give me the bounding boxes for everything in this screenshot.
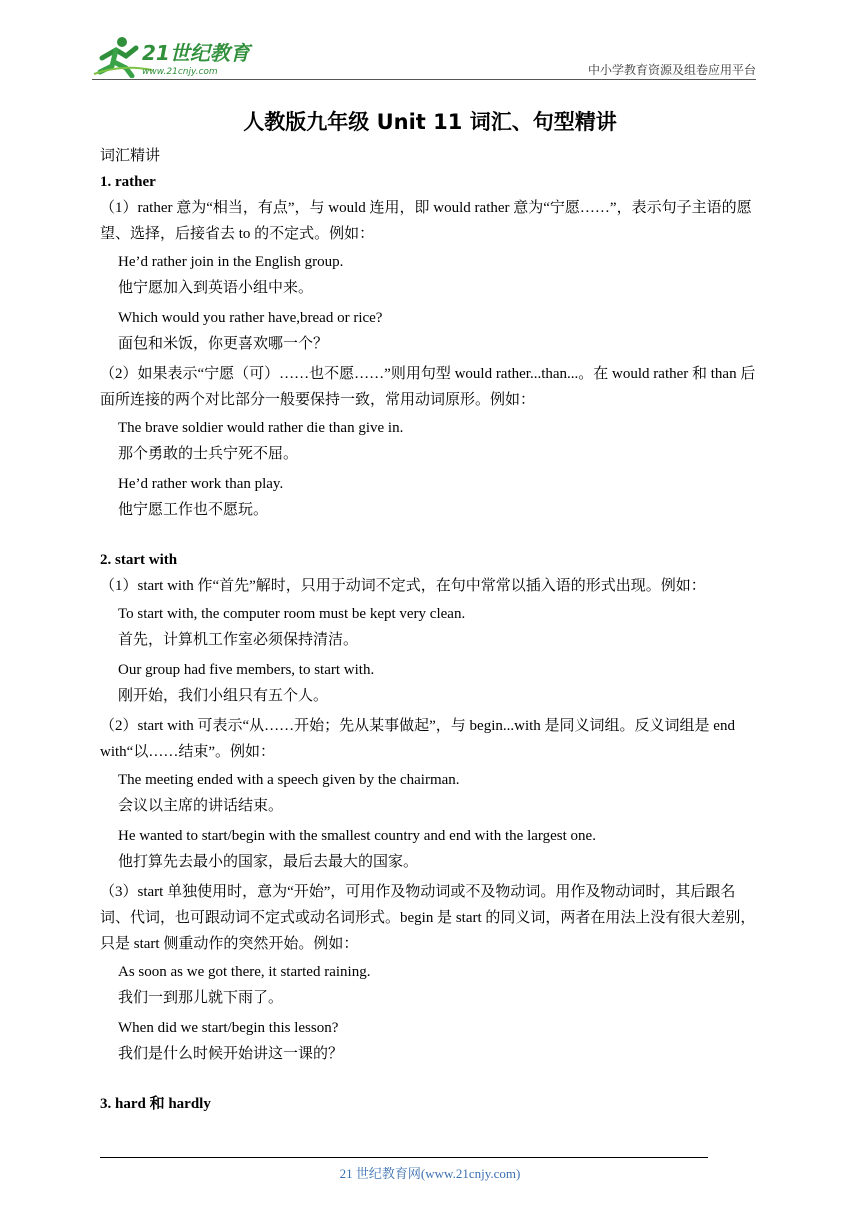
section-label: 词汇精讲 <box>100 148 161 164</box>
example-english: Which would you rather have,bread or rice? <box>118 310 383 326</box>
section-gap <box>100 1071 760 1091</box>
example-english: The meeting ended with a speech given by the chairman. <box>118 772 460 788</box>
example-english: As soon as we got there, it started raining. <box>118 964 371 980</box>
example-chinese: 刚开始，我们小组只有五个人。 <box>118 688 329 704</box>
vocabulary-items <box>100 169 760 1117</box>
example-english: He wanted to start/begin with the smallest country and end with the largest one. <box>118 828 596 844</box>
usage-paragraph: （1）start with 作“首先”解时，只用于动词不定式，在句中常常以插入语的形式出现。例如： <box>100 578 706 594</box>
section-gap <box>100 527 760 547</box>
item-heading: 1. rather <box>100 174 156 190</box>
example-chinese: 他宁愿加入到英语小组中来。 <box>118 280 314 296</box>
example-english: The brave soldier would rather die than give in. <box>118 420 404 436</box>
footer-divider <box>100 1157 708 1158</box>
example-english: He’d rather work than play. <box>118 476 284 492</box>
footer-text: 21 世纪教育网(www.21cnjy.com) <box>339 1166 521 1181</box>
site-logo <box>92 34 267 78</box>
example-english: He’d rather join in the English group. <box>118 254 344 270</box>
usage-paragraph: （2）start with 可表示“从……开始；先从某事做起”，与 begin...with 是同义词组。反义词组是 end with“以……结束”。例如： <box>100 718 735 760</box>
svg-text:www.21cnjy.com: www.21cnjy.com <box>142 67 218 77</box>
example-english: To start with, the computer room must be kept very clean. <box>118 606 466 622</box>
example-chinese: 会议以主席的讲话结束。 <box>118 798 284 814</box>
example-chinese: 首先，计算机工作室必须保持清洁。 <box>118 632 359 648</box>
usage-paragraph: （1）rather 意为“相当，有点”，与 would 连用，即 would rather 意为“宁愿……”，表示句子主语的愿望、选择，后接省去 to 的不定式。例如： <box>100 200 752 242</box>
document-body <box>100 143 760 1117</box>
usage-paragraph: （3）start 单独使用时，意为“开始”，可用作及物动词或不及物动词。用作及物动词时，其后跟名词、代词，也可跟动词不定式或动名词形式。begin 是 start 的同义词，两者在用法上没有很大差别，只是 start 侧重动作的突然开始。例如： <box>100 884 756 952</box>
header-divider <box>92 79 756 80</box>
example-chinese: 那个勇敢的士兵宁死不屈。 <box>118 446 299 462</box>
item-heading: 2. start with <box>100 552 178 568</box>
example-chinese: 我们是什么时候开始讲这一课的？ <box>118 1046 344 1062</box>
example-chinese: 他打算先去最小的国家，最后去最大的国家。 <box>118 854 419 870</box>
usage-paragraph: （2）如果表示“宁愿（可）……也不愿……”则用句型 would rather...than...。在 would rather 和 than 后面所连接的两个对比部分一般要保持一致，常用动词原形。例如： <box>100 366 756 408</box>
example-chinese: 我们一到那儿就下雨了。 <box>118 990 284 1006</box>
runner-logo-icon <box>92 34 267 78</box>
svg-text:21世纪教育: 21世纪教育 <box>142 41 250 65</box>
page-title: 人教版九年级 Unit 11 词汇、句型精讲 <box>243 110 617 134</box>
item-heading: 3. hard 和 hardly <box>100 1096 211 1112</box>
platform-label: 中小学教育资源及组卷应用平台 <box>587 63 756 77</box>
example-english: Our group had five members, to start with. <box>118 662 375 678</box>
example-chinese: 他宁愿工作也不愿玩。 <box>118 502 269 518</box>
example-chinese: 面包和米饭，你更喜欢哪一个？ <box>118 336 329 352</box>
example-english: When did we start/begin this lesson? <box>118 1020 339 1036</box>
